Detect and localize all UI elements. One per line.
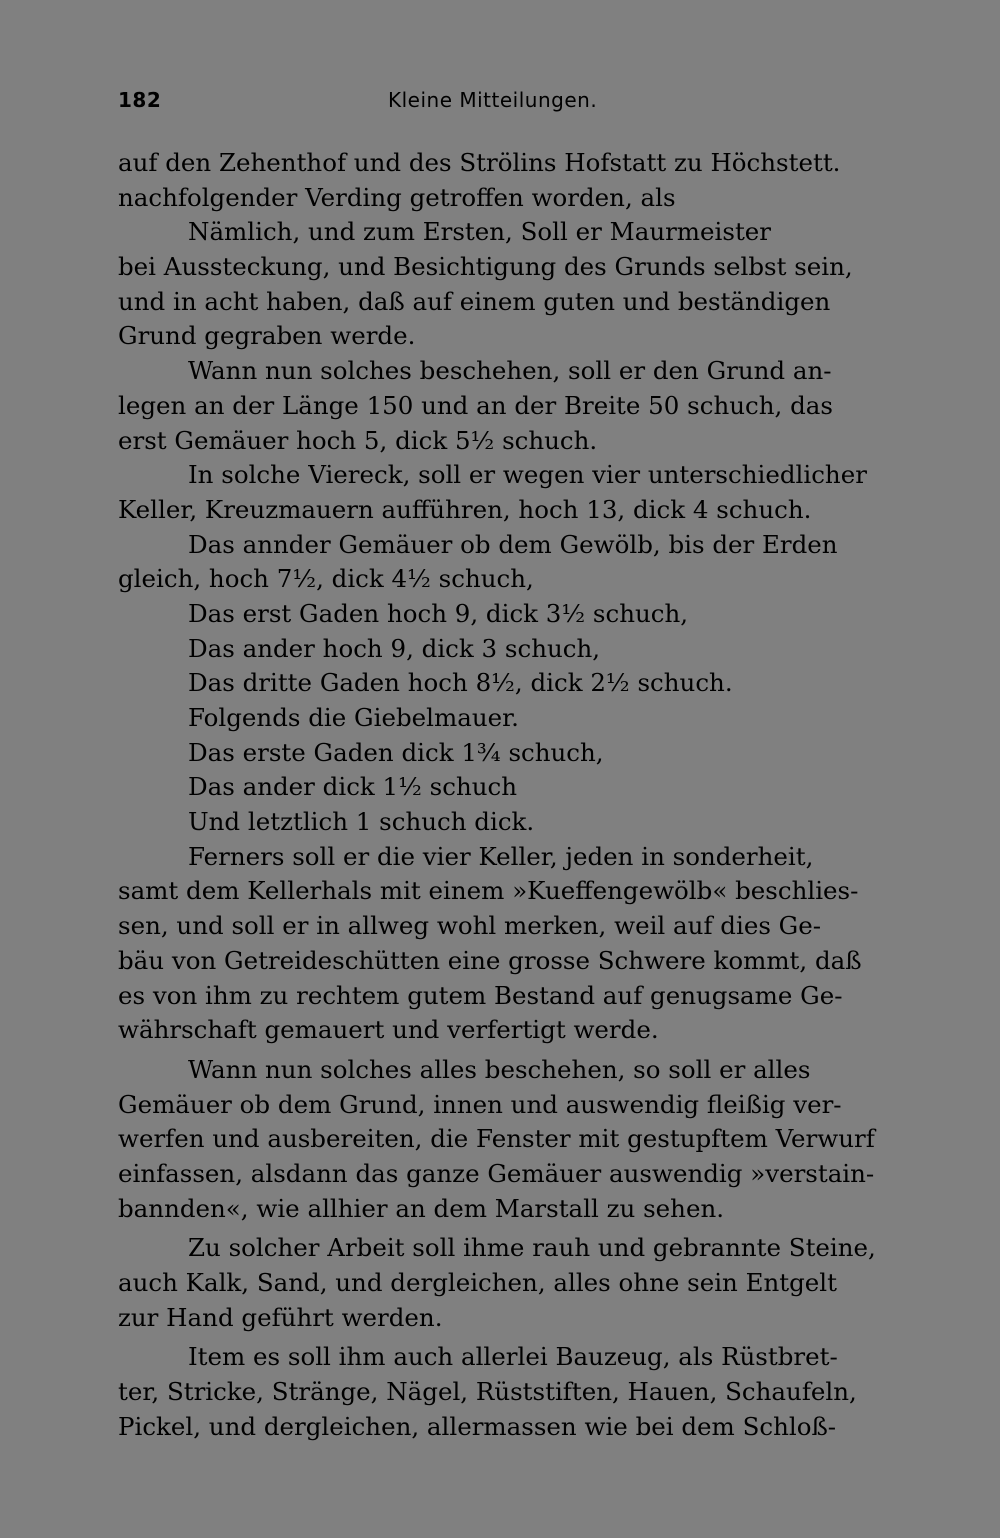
- text-line: ter, Stricke, Stränge, Nägel, Rüststiften, Hauen, Schaufeln,: [118, 1377, 857, 1407]
- text-line: es von ihm zu rechtem gutem Bestand auf genugsame Ge-: [118, 980, 843, 1010]
- text-line: Zu solcher Arbeit soll ihme rauh und gebrannte Steine,: [188, 1233, 876, 1263]
- text-line: Nämlich, und zum Ersten, Soll er Maurmeister: [188, 217, 771, 247]
- text-line: Das ander dick 1½ schuch: [188, 772, 518, 802]
- text-line: nachfolgender Verding getroffen worden, als: [118, 182, 676, 212]
- running-head: Kleine Mitteilungen.: [388, 88, 598, 112]
- text-line: Wann nun solches alles beschehen, so soll er alles: [188, 1054, 811, 1084]
- text-line: werfen und ausbereiten, die Fenster mit gestupftem Verwurf: [118, 1124, 875, 1154]
- text-line: auch Kalk, Sand, und dergleichen, alles ohne sein Entgelt: [118, 1268, 837, 1297]
- text-line: In solche Viereck, soll er wegen vier unterschiedlicher: [188, 460, 867, 490]
- text-line: legen an der Länge 150 und an der Breite 50 schuch, das: [118, 390, 833, 420]
- text-line: Das erste Gaden dick 1¾ schuch,: [188, 737, 604, 767]
- text-line: Wann nun solches beschehen, soll er den Grund an-: [188, 356, 832, 386]
- text-line: Und letztlich 1 schuch dick.: [188, 807, 535, 837]
- text-line: zur Hand geführt werden.: [118, 1302, 443, 1332]
- text-line: Das annder Gemäuer ob dem Gewölb, bis der Erden: [188, 529, 838, 559]
- text-line: Ferners soll er die vier Keller, jeden in sonderheit,: [188, 841, 814, 871]
- page-header: [118, 88, 884, 116]
- text-line: einfassen, alsdann das ganze Gemäuer auswendig »verstain-: [118, 1158, 875, 1188]
- text-line: sen, und soll er in allweg wohl merken, weil auf dies Ge-: [118, 911, 822, 941]
- text-line: Folgends die Giebelmauer.: [188, 703, 519, 732]
- text-line: Pickel, und dergleichen, allermassen wie bei dem Schloß-: [118, 1411, 837, 1441]
- text-line: bei Aussteckung, und Besichtigung des Grunds selbst sein,: [118, 252, 853, 282]
- text-line: gleich, hoch 7½, dick 4½ schuch,: [118, 564, 534, 594]
- text-line: Das erst Gaden hoch 9, dick 3½ schuch,: [188, 598, 689, 628]
- text-line: Item es soll ihm auch allerlei Bauzeug, als Rüstbret-: [188, 1342, 838, 1372]
- text-line: Grund gegraben werde.: [118, 321, 416, 351]
- text-line: Gemäuer ob dem Grund, innen und auswendig fleißig ver-: [118, 1089, 842, 1119]
- text-line: Das ander hoch 9, dick 3 schuch,: [188, 633, 601, 663]
- text-line: Das dritte Gaden hoch 8½, dick 2½ schuch.: [188, 668, 733, 698]
- text-line: auf den Zehenthof und des Strölins Hofstatt zu Höchstett.: [118, 148, 841, 177]
- page-number: 182: [118, 88, 162, 112]
- text-line: erst Gemäuer hoch 5, dick 5½ schuch.: [118, 425, 598, 455]
- text-line: währschaft gemauert und verfertigt werde.: [118, 1015, 659, 1045]
- body-text: [118, 146, 884, 1444]
- text-line: samt dem Kellerhals mit einem »Kueffengewölb« beschlies-: [118, 876, 859, 906]
- text-line: bäu von Getreideschütten eine grosse Schwere kommt, daß: [118, 945, 862, 975]
- text-line: Keller, Kreuzmauern aufführen, hoch 13, dick 4 schuch.: [118, 494, 812, 524]
- text-line: bannden«, wie allhier an dem Marstall zu sehen.: [118, 1193, 725, 1223]
- text-line: und in acht haben, daß auf einem guten und beständigen: [118, 286, 831, 316]
